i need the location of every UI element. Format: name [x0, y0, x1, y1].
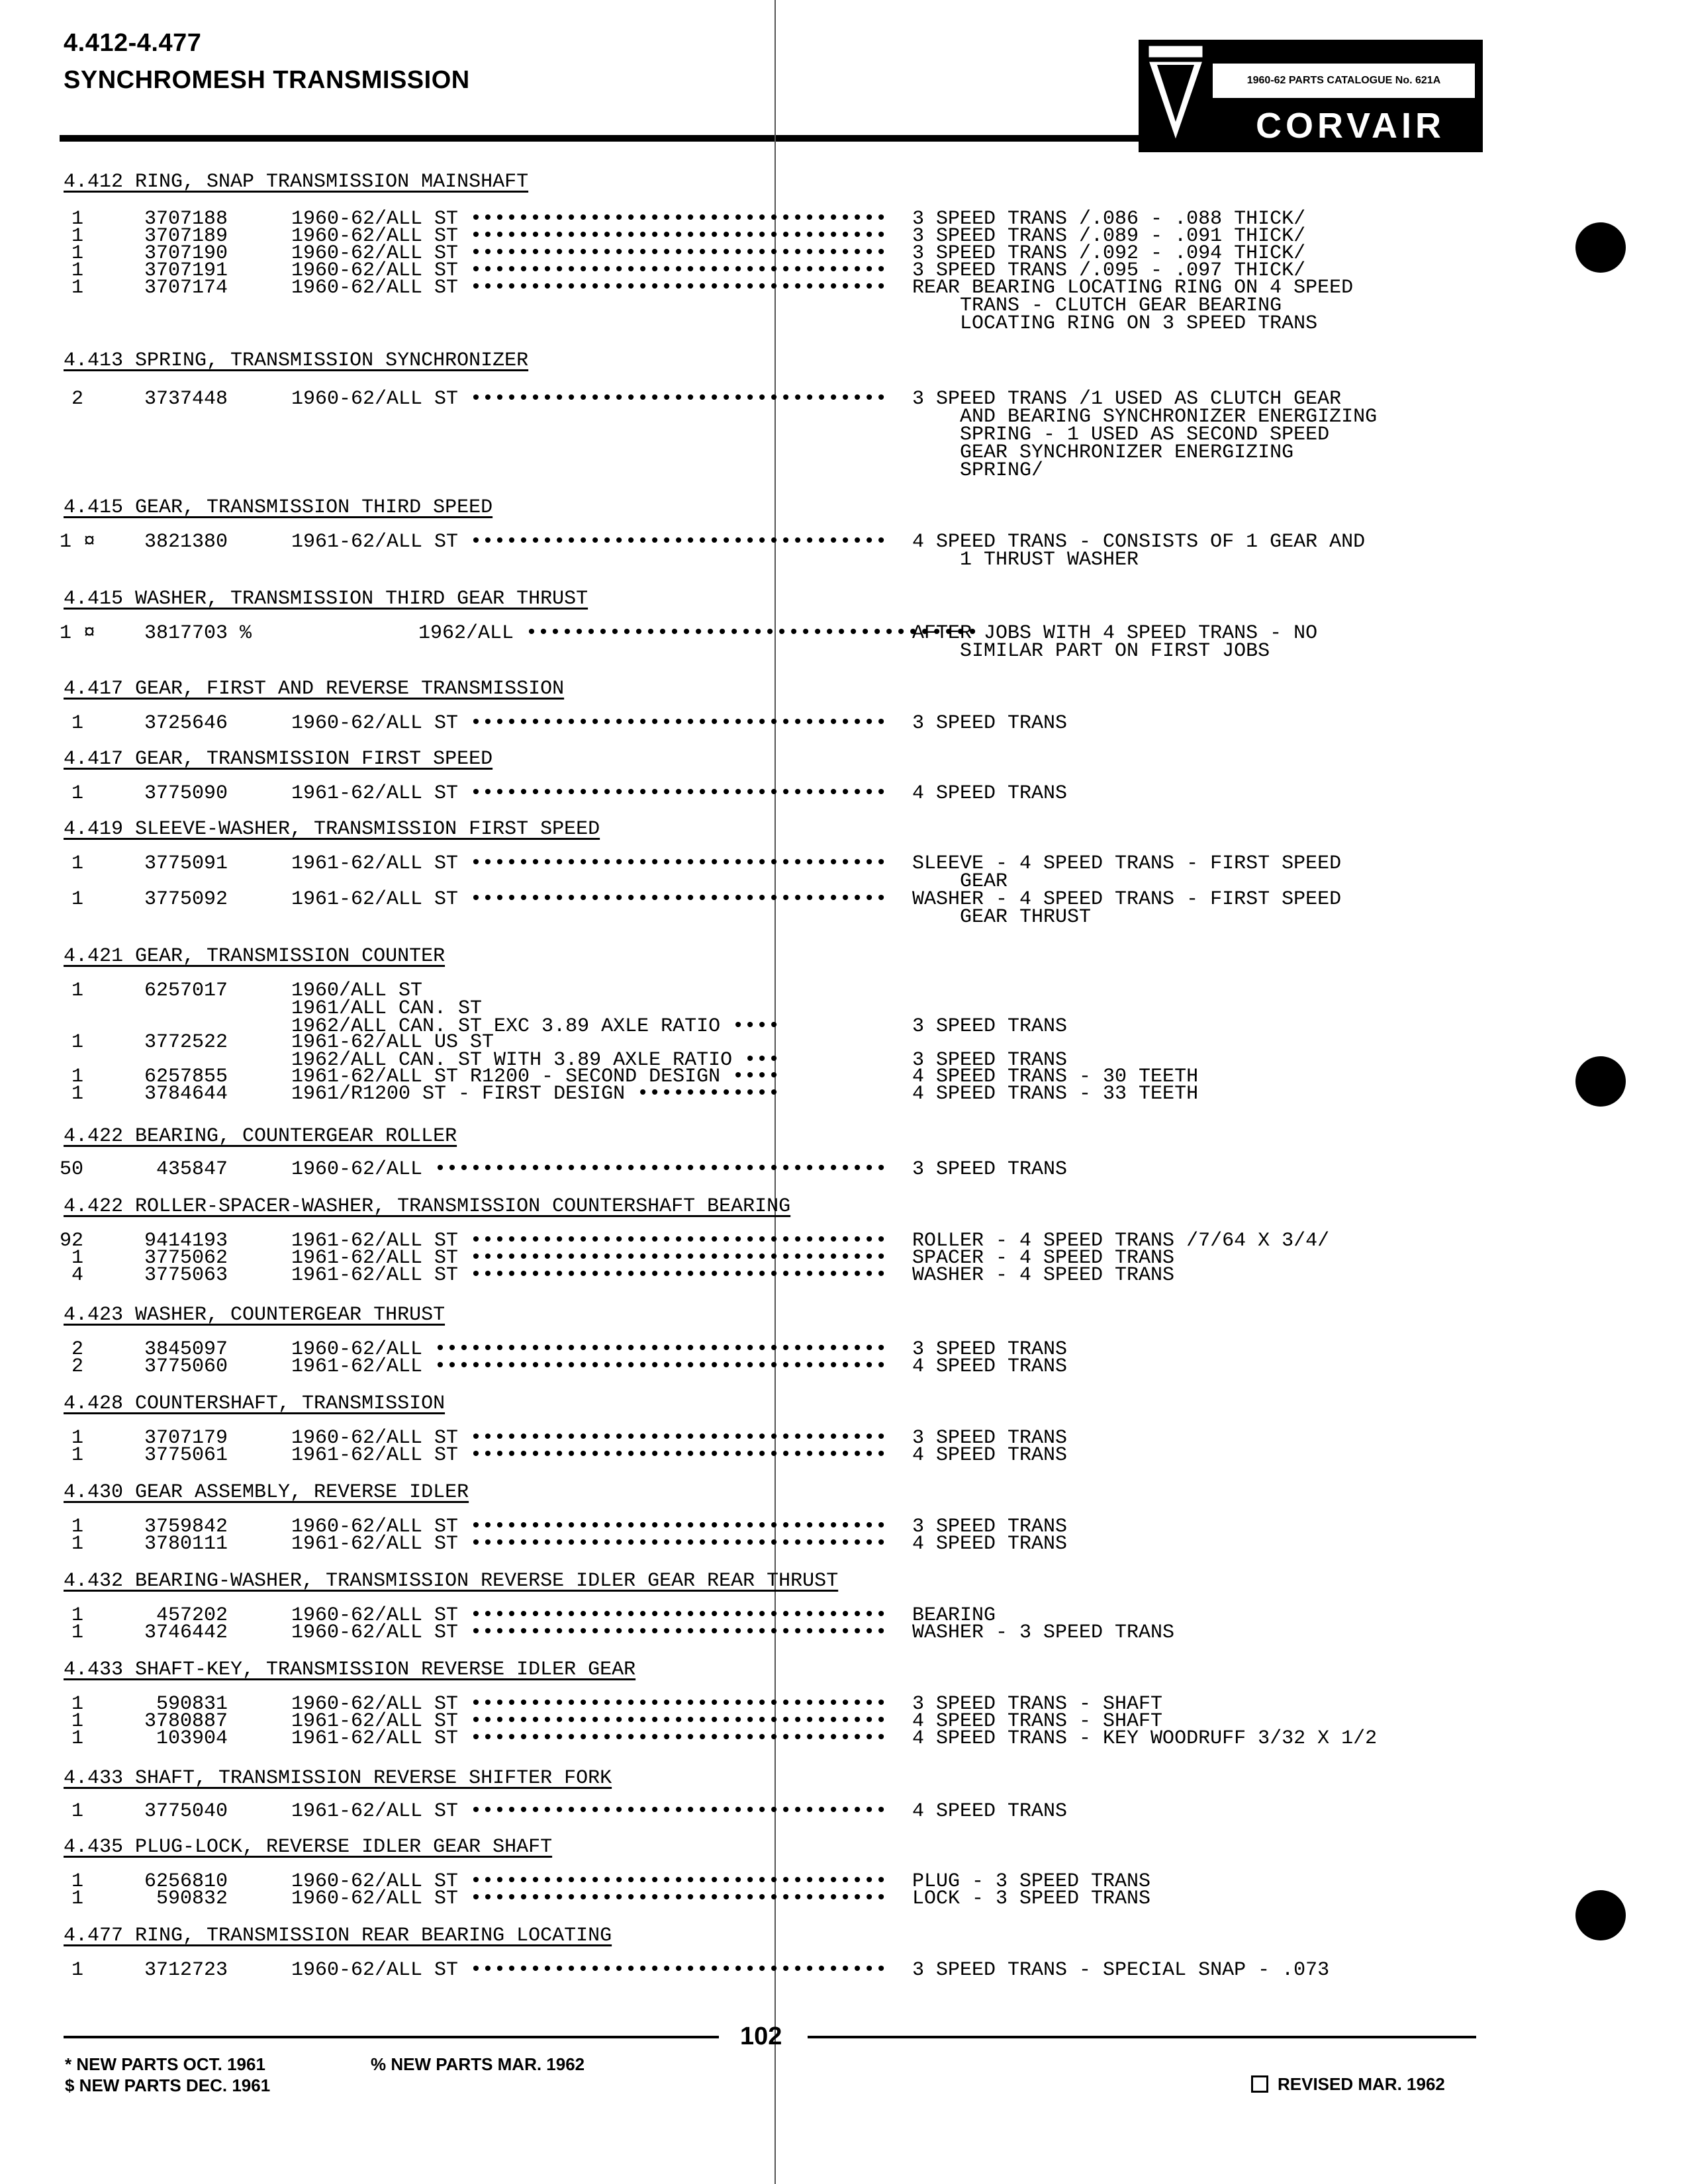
section-title: 4.477 RING, TRANSMISSION REAR BEARING LOCATING [64, 1925, 612, 1947]
remarks: REAR BEARING LOCATING RING ON 4 SPEED TRANS - CLUTCH GEAR BEARING LOCATING RING ON 3 SPEED TRANS [912, 277, 1354, 335]
remarks: 4 SPEED TRANS - 30 TEETH [912, 1066, 1199, 1088]
remarks: 3 SPEED TRANS /.092 - .094 THICK/ [912, 242, 1306, 265]
part-number: 3775060 [144, 1355, 228, 1378]
remarks: 3 SPEED TRANS /.089 - .091 THICK/ [912, 225, 1306, 248]
part-number: 6257855 [144, 1066, 228, 1088]
part-number: 103904 [144, 1727, 228, 1750]
footnote-oct: * NEW PARTS OCT. 1961 [65, 2054, 265, 2074]
application: 1960-62/ALL ST ••••••••••••••••••••••••••••••••••• [291, 259, 888, 282]
application: 1960-62/ALL ST ••••••••••••••••••••••••••••••••••• [291, 1870, 888, 1893]
part-number: 590831 [144, 1693, 228, 1715]
application: 1960-62/ALL ST ••••••••••••••••••••••••••••••••••• [291, 1604, 888, 1627]
part-number: 3775062 [144, 1247, 228, 1269]
application: 1961-62/ALL ST ••••••••••••••••••••••••••••••••••• [291, 1230, 888, 1252]
qty: 1 [60, 225, 84, 248]
part-number: 3775090 [144, 782, 228, 805]
section-title: 4.415 GEAR, TRANSMISSION THIRD SPEED [64, 496, 493, 519]
qty: 1 ¤ [60, 622, 96, 645]
qty: 1 [60, 1800, 84, 1823]
brand-wordmark: CORVAIR [1255, 106, 1446, 146]
footer-rule [64, 2036, 719, 2038]
qty: 1 [60, 979, 84, 1002]
qty: 1 [60, 712, 84, 735]
remarks: 3 SPEED TRANS [912, 1049, 1068, 1071]
section-title: 4.415 WASHER, TRANSMISSION THIRD GEAR THRUST [64, 588, 588, 610]
punch-hole [1575, 1056, 1626, 1107]
part-number: 3707179 [144, 1427, 228, 1449]
footnote-dec: $ NEW PARTS DEC. 1961 [65, 2075, 271, 2095]
qty: 1 [60, 782, 84, 805]
remarks: 3 SPEED TRANS [912, 1338, 1068, 1361]
application: 1961-62/ALL ST ••••••••••••••••••••••••••••••••••• [291, 531, 888, 553]
part-number: 3784644 [144, 1083, 228, 1105]
remarks: 3 SPEED TRANS [912, 712, 1068, 735]
section-title: 4.417 GEAR, TRANSMISSION FIRST SPEED [64, 748, 493, 770]
qty: 2 [60, 1338, 84, 1361]
qty: 1 [60, 1516, 84, 1538]
remarks: 3 SPEED TRANS /.086 - .088 THICK/ [912, 208, 1306, 230]
remarks: 4 SPEED TRANS - KEY WOODRUFF 3/32 X 1/2 [912, 1727, 1378, 1750]
part-number: 3780111 [144, 1533, 228, 1555]
part-number: 9414193 [144, 1230, 228, 1252]
qty: 1 [60, 1247, 84, 1269]
part-number: 3746442 [144, 1621, 228, 1644]
application: 1961-62/ALL ST R1200 - SECOND DESIGN •••• [291, 1066, 780, 1088]
page-title: SYNCHROMESH TRANSMISSION [64, 66, 470, 94]
qty: 2 [60, 1355, 84, 1378]
part-number: 3707191 [144, 259, 228, 282]
part-number: 3707188 [144, 208, 228, 230]
qty: 1 [60, 1533, 84, 1555]
remarks: ROLLER - 4 SPEED TRANS /7/64 X 3/4/ [912, 1230, 1330, 1252]
qty: 1 [60, 1083, 84, 1105]
section-title: 4.428 COUNTERSHAFT, TRANSMISSION [64, 1392, 445, 1415]
remarks: 4 SPEED TRANS [912, 1355, 1068, 1378]
qty: 1 [60, 1444, 84, 1467]
application: 1961-62/ALL ST ••••••••••••••••••••••••••••••••••• [291, 1444, 888, 1467]
part-number: 3775091 [144, 852, 228, 875]
qty: 1 [60, 1727, 84, 1750]
application: 1960/ALL ST 1961/ALL CAN. ST 1962/ALL CAN. ST EXC 3.89 AXLE RATIO •••• [291, 979, 780, 1038]
revised-marker-icon [1251, 2075, 1268, 2093]
section-title: 4.422 ROLLER-SPACER-WASHER, TRANSMISSION COUNTERSHAFT BEARING [64, 1195, 791, 1218]
part-number: 3821380 [144, 531, 228, 553]
application: 1960-62/ALL ST ••••••••••••••••••••••••••••••••••• [291, 242, 888, 265]
qty: 1 [60, 1427, 84, 1449]
remarks: WASHER - 4 SPEED TRANS - FIRST SPEED GEAR THRUST [912, 888, 1342, 929]
qty: 1 [60, 1693, 84, 1715]
section-title: 4.421 GEAR, TRANSMISSION COUNTER [64, 945, 445, 968]
application: 1960-62/ALL ST ••••••••••••••••••••••••••••••••••• [291, 1888, 888, 1910]
application: 1960-62/ALL ST ••••••••••••••••••••••••••••••••••• [291, 1427, 888, 1449]
part-number: 457202 [144, 1604, 228, 1627]
qty: 1 [60, 1870, 84, 1893]
qty: 1 [60, 208, 84, 230]
application: 1961-62/ALL ST ••••••••••••••••••••••••••••••••••• [291, 888, 888, 911]
part-number: 3707189 [144, 225, 228, 248]
qty: 92 [60, 1230, 84, 1252]
remarks: BEARING [912, 1604, 996, 1627]
footer-rule [808, 2036, 1476, 2038]
qty: 1 [60, 1066, 84, 1088]
application: 1961-62/ALL US ST 1962/ALL CAN. ST WITH 3.89 AXLE RATIO ••• [291, 1031, 780, 1071]
footnote-mar: % NEW PARTS MAR. 1962 [371, 2054, 585, 2074]
remarks: 3 SPEED TRANS - SHAFT [912, 1693, 1163, 1715]
page-number: 102 [740, 2023, 782, 2050]
part-number: 3775040 [144, 1800, 228, 1823]
remarks: 4 SPEED TRANS [912, 1533, 1068, 1555]
application: 1961/R1200 ST - FIRST DESIGN •••••••••••• [291, 1083, 780, 1105]
qty: 2 [60, 388, 84, 410]
application: 1960-62/ALL ST ••••••••••••••••••••••••••••••••••• [291, 712, 888, 735]
part-number: 3775063 [144, 1264, 228, 1287]
remarks: 3 SPEED TRANS [912, 1158, 1068, 1181]
section-title: 4.413 SPRING, TRANSMISSION SYNCHRONIZER [64, 349, 529, 372]
part-number: 3775092 [144, 888, 228, 911]
application: 1961-62/ALL ST ••••••••••••••••••••••••••••••••••• [291, 852, 888, 875]
application: 1961-62/ALL •••••••••••••••••••••••••••••••••••••• [291, 1355, 888, 1378]
remarks: WASHER - 4 SPEED TRANS [912, 1264, 1175, 1287]
catalogue-number: 1960-62 PARTS CATALOGUE No. 621A [1211, 62, 1476, 99]
qty: 1 [60, 1604, 84, 1627]
application: 1961-62/ALL ST ••••••••••••••••••••••••••••••••••• [291, 1710, 888, 1733]
qty: 1 [60, 1888, 84, 1910]
remarks: PLUG - 3 SPEED TRANS [912, 1870, 1151, 1893]
part-number: 6257017 [144, 979, 228, 1002]
punch-hole [1575, 1890, 1626, 1940]
remarks: LOCK - 3 SPEED TRANS [912, 1888, 1151, 1910]
qty: 4 [60, 1264, 84, 1287]
application: 1962/ALL •••••••••••••••••••••••••••••••••••••• [418, 622, 979, 645]
application: 1961-62/ALL ST ••••••••••••••••••••••••••••••••••• [291, 1533, 888, 1555]
remarks: 3 SPEED TRANS [912, 1015, 1068, 1038]
application: 1961-62/ALL ST ••••••••••••••••••••••••••••••••••• [291, 782, 888, 805]
application: 1960-62/ALL ST ••••••••••••••••••••••••••••••••••• [291, 277, 888, 299]
application: 1960-62/ALL ST ••••••••••••••••••••••••••••••••••• [291, 1693, 888, 1715]
qty: 1 [60, 277, 84, 299]
part-number: 3845097 [144, 1338, 228, 1361]
remarks: 4 SPEED TRANS - 33 TEETH [912, 1083, 1199, 1105]
part-number: 3759842 [144, 1516, 228, 1538]
section-title: 4.419 SLEEVE-WASHER, TRANSMISSION FIRST SPEED [64, 818, 600, 841]
part-number: 3725646 [144, 712, 228, 735]
part-number: 3780887 [144, 1710, 228, 1733]
remarks: SLEEVE - 4 SPEED TRANS - FIRST SPEED GEAR [912, 852, 1342, 893]
remarks: 3 SPEED TRANS /.095 - .097 THICK/ [912, 259, 1306, 282]
remarks: SPACER - 4 SPEED TRANS [912, 1247, 1175, 1269]
application: 1960-62/ALL ST ••••••••••••••••••••••••••••••••••• [291, 388, 888, 410]
qty: 1 [60, 1959, 84, 1981]
qty: 1 [60, 1621, 84, 1644]
section-code: 4.412-4.477 [64, 29, 202, 57]
section-title: 4.412 RING, SNAP TRANSMISSION MAINSHAFT [64, 171, 529, 193]
qty: 1 [60, 852, 84, 875]
qty: 1 [60, 259, 84, 282]
application: 1961-62/ALL ST ••••••••••••••••••••••••••••••••••• [291, 1727, 888, 1750]
qty: 1 [60, 242, 84, 265]
part-number: 3712723 [144, 1959, 228, 1981]
section-title: 4.433 SHAFT-KEY, TRANSMISSION REVERSE IDLER GEAR [64, 1659, 636, 1681]
remarks: 3 SPEED TRANS [912, 1427, 1068, 1449]
application: 1960-62/ALL ST ••••••••••••••••••••••••••••••••••• [291, 1959, 888, 1981]
application: 1960-62/ALL ST ••••••••••••••••••••••••••••••••••• [291, 1621, 888, 1644]
remarks: AFTER JOBS WITH 4 SPEED TRANS - NO SIMILAR PART ON FIRST JOBS [912, 622, 1318, 662]
part-number: 3817703 % [144, 622, 252, 645]
section-title: 4.433 SHAFT, TRANSMISSION REVERSE SHIFTER FORK [64, 1767, 612, 1790]
application: 1961-62/ALL ST ••••••••••••••••••••••••••••••••••• [291, 1800, 888, 1823]
revised-note: REVISED MAR. 1962 [1278, 2074, 1445, 2094]
remarks: 4 SPEED TRANS [912, 1800, 1068, 1823]
part-number: 3707190 [144, 242, 228, 265]
qty: 1 ¤ [60, 531, 96, 553]
application: 1960-62/ALL ST ••••••••••••••••••••••••••••••••••• [291, 1516, 888, 1538]
remarks: 3 SPEED TRANS - SPECIAL SNAP - .073 [912, 1959, 1330, 1981]
punch-hole [1575, 222, 1626, 273]
remarks: 4 SPEED TRANS - SHAFT [912, 1710, 1163, 1733]
part-number: 3775061 [144, 1444, 228, 1467]
remarks: WASHER - 3 SPEED TRANS [912, 1621, 1175, 1644]
application: 1960-62/ALL ST ••••••••••••••••••••••••••••••••••• [291, 208, 888, 230]
section-title: 4.432 BEARING-WASHER, TRANSMISSION REVERSE IDLER GEAR REAR THRUST [64, 1570, 839, 1592]
part-number: 6256810 [144, 1870, 228, 1893]
section-title: 4.423 WASHER, COUNTERGEAR THRUST [64, 1304, 445, 1326]
remarks: 4 SPEED TRANS [912, 1444, 1068, 1467]
application: 1960-62/ALL •••••••••••••••••••••••••••••••••••••• [291, 1338, 888, 1361]
qty: 1 [60, 1031, 84, 1054]
section-title: 4.417 GEAR, FIRST AND REVERSE TRANSMISSION [64, 678, 565, 700]
application: 1961-62/ALL ST ••••••••••••••••••••••••••••••••••• [291, 1247, 888, 1269]
application: 1960-62/ALL ST ••••••••••••••••••••••••••••••••••• [291, 225, 888, 248]
application: 1961-62/ALL ST ••••••••••••••••••••••••••••••••••• [291, 1264, 888, 1287]
application: 1960-62/ALL •••••••••••••••••••••••••••••••••••••• [291, 1158, 888, 1181]
remarks: 4 SPEED TRANS - CONSISTS OF 1 GEAR AND 1 THRUST WASHER [912, 531, 1366, 571]
qty: 1 [60, 1710, 84, 1733]
part-number: 590832 [144, 1888, 228, 1910]
remarks: 3 SPEED TRANS /1 USED AS CLUTCH GEAR AND BEARING SYNCHRONIZER ENERGIZING SPRING - 1 USED AS SECOND SPEED GEAR SYNCHRONIZER ENERGIZING SPRING/ [912, 388, 1378, 482]
qty: 1 [60, 888, 84, 911]
section-title: 4.422 BEARING, COUNTERGEAR ROLLER [64, 1125, 457, 1148]
part-number: 3707174 [144, 277, 228, 299]
part-number: 435847 [144, 1158, 228, 1181]
part-number: 3772522 [144, 1031, 228, 1054]
remarks: 4 SPEED TRANS [912, 782, 1068, 805]
qty: 50 [60, 1158, 84, 1181]
remarks: 3 SPEED TRANS [912, 1516, 1068, 1538]
section-title: 4.430 GEAR ASSEMBLY, REVERSE IDLER [64, 1481, 469, 1504]
section-title: 4.435 PLUG-LOCK, REVERSE IDLER GEAR SHAFT [64, 1836, 553, 1858]
part-number: 3737448 [144, 388, 228, 410]
